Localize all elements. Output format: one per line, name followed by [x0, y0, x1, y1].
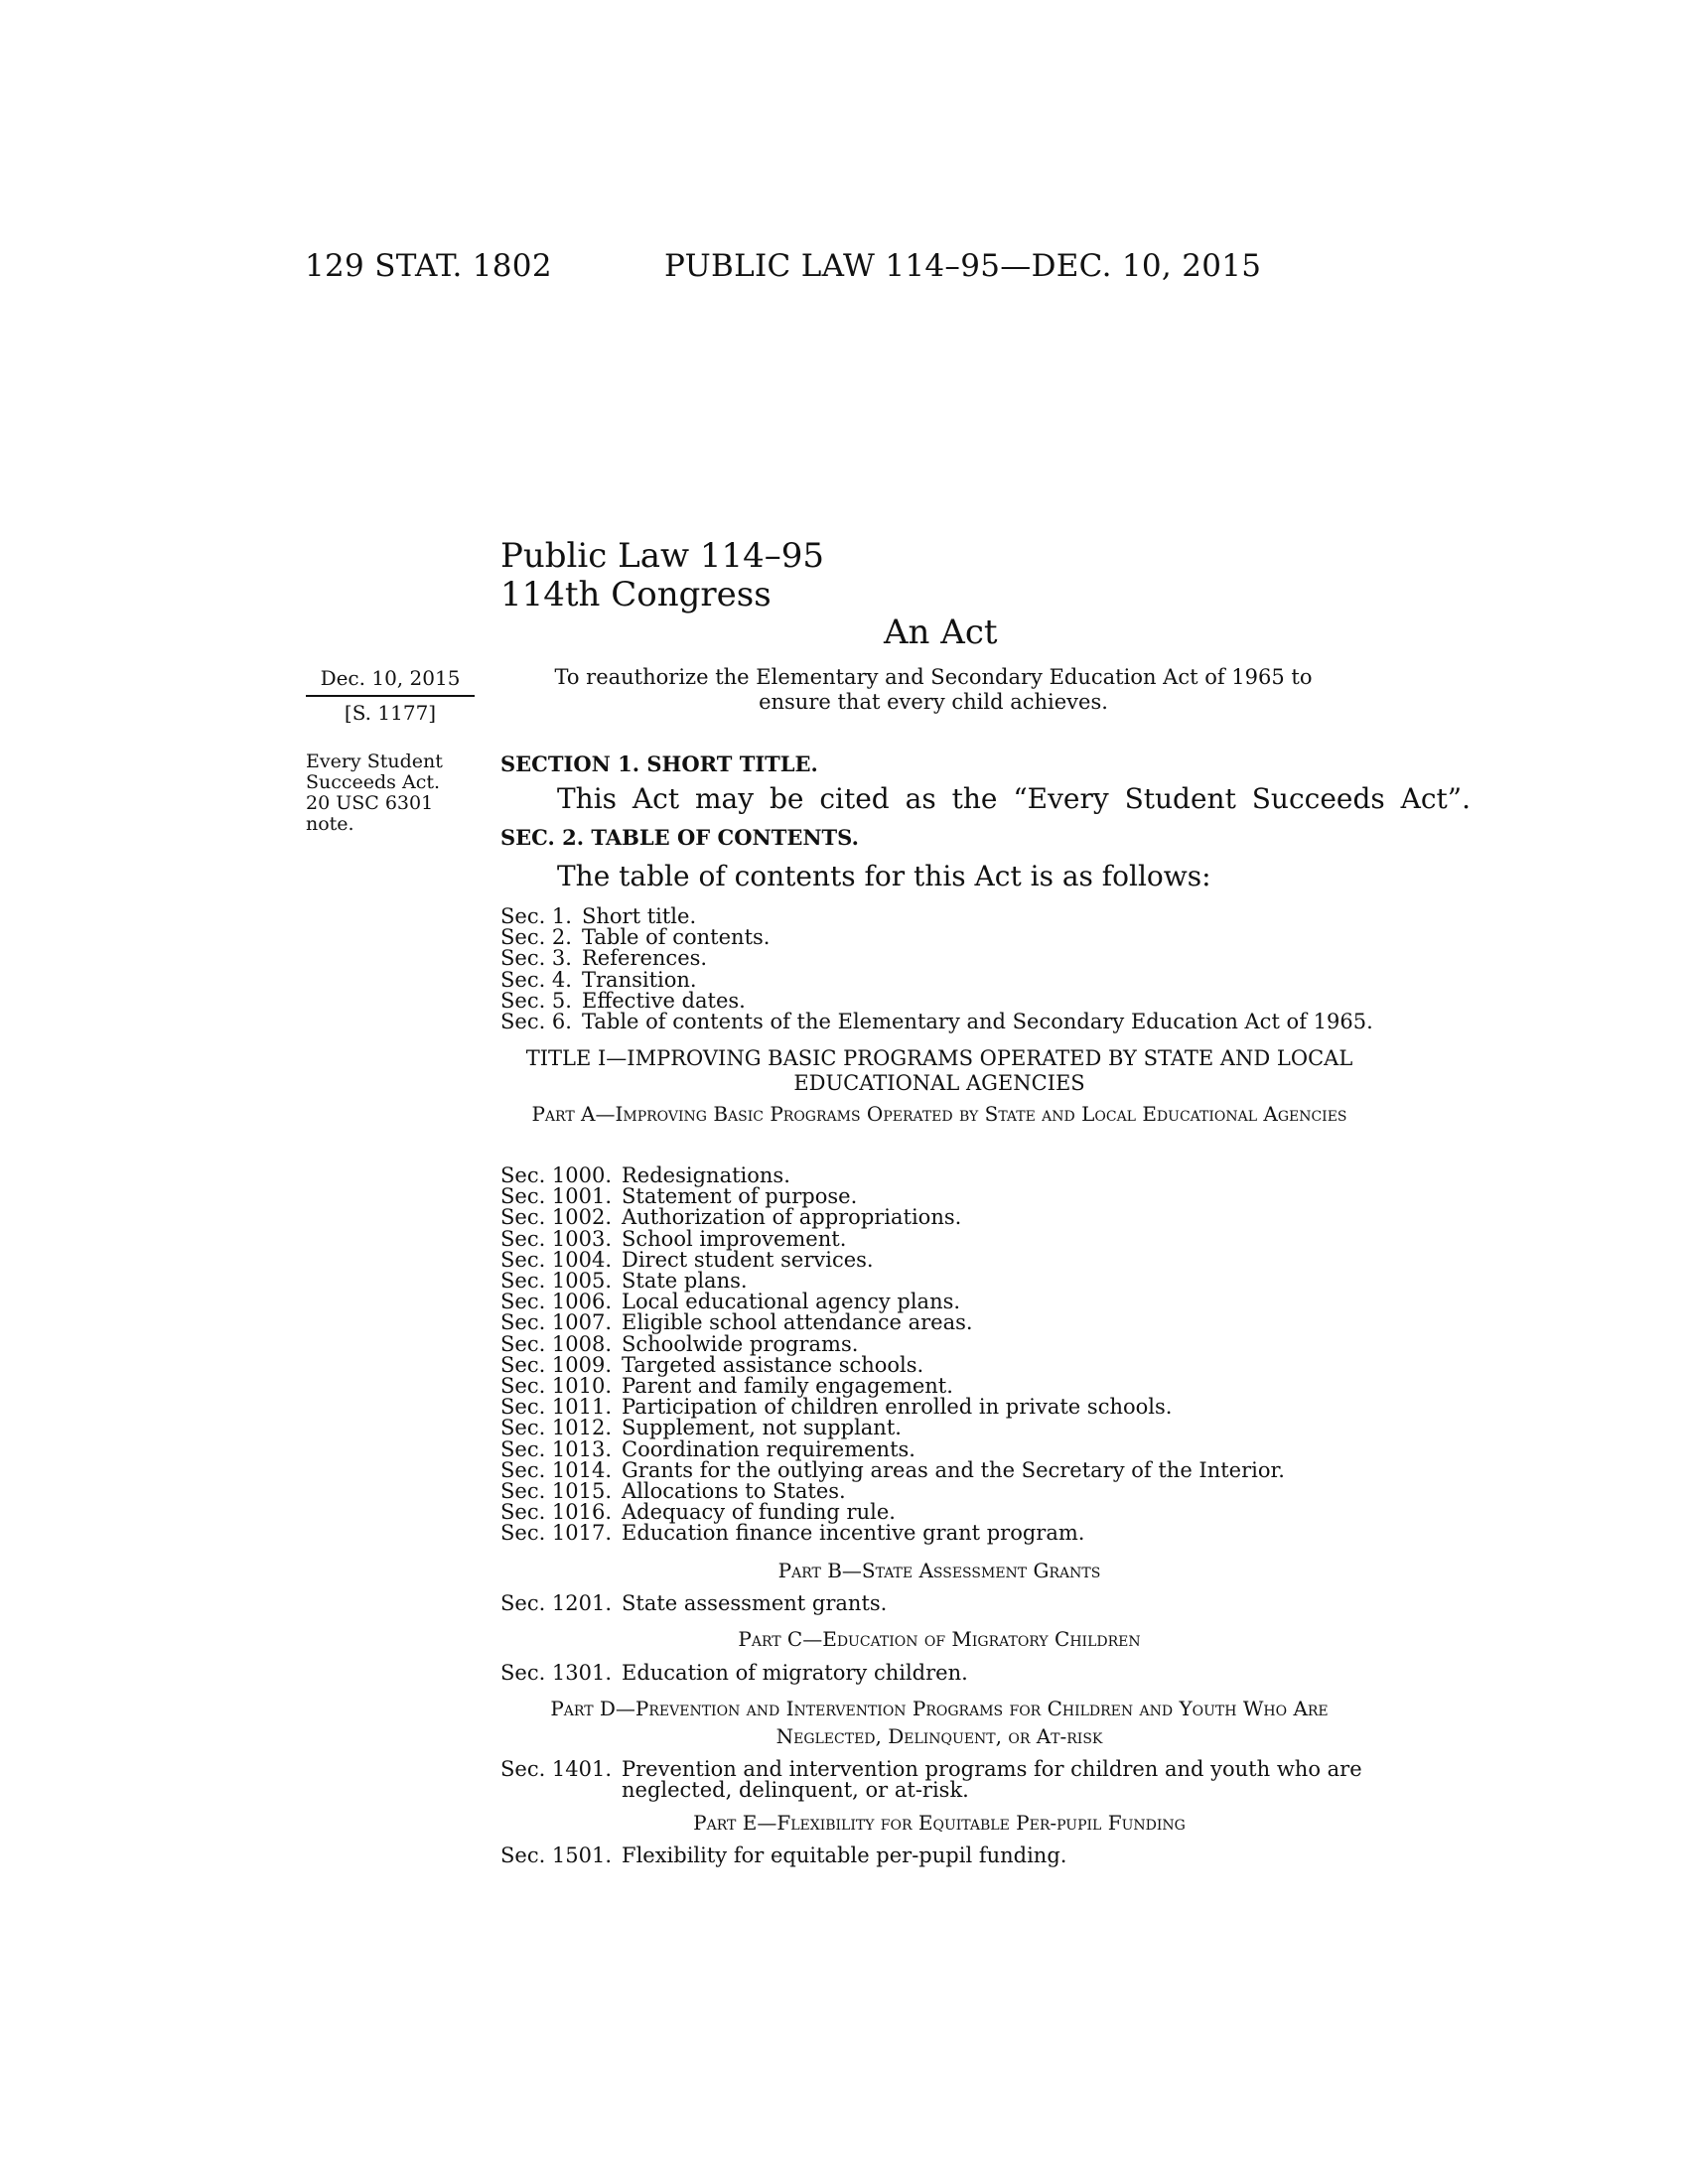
toc-entry-title: Short title.: [582, 904, 697, 928]
toc-general-list: [500, 906, 1394, 1032]
toc-entry-number: Sec. 1010.: [500, 1374, 613, 1399]
toc-entry: [500, 1012, 1394, 1032]
margin-date: Dec. 10, 2015: [306, 666, 475, 697]
toc-part-c-list: [500, 1663, 1394, 1684]
toc-entry-number: Sec. 1013.: [500, 1436, 613, 1461]
toc-part-d-list: [500, 1759, 1394, 1801]
toc-part-e-list: [500, 1845, 1394, 1866]
toc-entry-number: Sec. 1501.: [500, 1843, 613, 1867]
toc-entry: [500, 1593, 1394, 1614]
title-i-heading: TITLE I—IMPROVING BASIC PROGRAMS OPERATED BY STATE AND LOCAL EDUCATIONAL AGENCIES: [525, 1046, 1353, 1095]
toc-entry: [500, 1207, 1394, 1228]
toc-entry: [500, 948, 1394, 969]
toc-entry-title: Adequacy of funding rule.: [622, 1500, 896, 1525]
toc-entry-title: School improvement.: [622, 1226, 847, 1251]
toc-entry-title: References.: [582, 946, 708, 971]
toc-entry-number: Sec. 6.: [500, 1010, 572, 1034]
section-2-text: The table of contents for this Act is as follows:: [557, 860, 1211, 892]
toc-entry: [500, 1481, 1394, 1502]
toc-entry: [500, 1331, 1394, 1356]
toc-entry: [500, 1376, 1394, 1397]
toc-entry-title: Participation of children enrolled in private schools.: [622, 1395, 1173, 1420]
toc-entry-number: Sec. 5.: [500, 988, 572, 1013]
toc-entry: [500, 1845, 1394, 1866]
toc-entry: [500, 1502, 1394, 1523]
section-1-heading: SECTION 1. SHORT TITLE.: [500, 751, 818, 776]
toc-entry: [500, 1165, 1394, 1186]
toc-entry: [500, 1436, 1394, 1461]
toc-entry-number: Sec. 2.: [500, 925, 572, 950]
toc-entry-title: Redesignations.: [622, 1163, 790, 1187]
toc-entry-title: Targeted assistance schools.: [622, 1352, 924, 1377]
toc-entry: [500, 906, 1394, 927]
toc-entry-number: Sec. 1011.: [500, 1395, 613, 1420]
toc-entry: [500, 1271, 1394, 1292]
toc-entry-title: Effective dates.: [582, 988, 746, 1013]
toc-entry: [500, 1186, 1394, 1207]
toc-entry-number: Sec. 4.: [500, 967, 572, 992]
running-header-law: PUBLIC LAW 114–95—DEC. 10, 2015: [664, 248, 1262, 284]
toc-entry-title: Local educational agency plans.: [622, 1290, 961, 1314]
margin-note: Every Student Succeeds Act. 20 USC 6301 note.: [306, 751, 443, 835]
margin-bill-number: [S. 1177]: [344, 701, 437, 725]
toc-entry-title: Education finance incentive grant program.: [622, 1521, 1085, 1546]
toc-entry-number: Sec. 1009.: [500, 1352, 613, 1377]
toc-entry-title: Education of migratory children.: [622, 1661, 968, 1685]
toc-entry-number: Sec. 1007.: [500, 1310, 613, 1335]
toc-entry-title: Direct student services.: [622, 1247, 874, 1272]
toc-entry-number: Sec. 1012.: [500, 1416, 613, 1440]
part-c-heading: Part C—Education of Migratory Children: [738, 1627, 1141, 1651]
toc-entry-number: Sec. 1006.: [500, 1290, 613, 1314]
toc-entry-title: State plans.: [622, 1269, 748, 1294]
toc-entry-number: Sec. 1005.: [500, 1269, 613, 1294]
toc-entry-title: Eligible school attendance areas.: [622, 1310, 973, 1335]
toc-part-b-list: [500, 1593, 1394, 1614]
toc-entry-number: Sec. 1015.: [500, 1479, 613, 1504]
part-d-heading: Part D—Prevention and Intervention Programs for Children and Youth Who Are Neglected, Delinquent, or At-risk: [550, 1697, 1329, 1748]
toc-entry: [500, 1247, 1394, 1272]
toc-entry-number: Sec. 1014.: [500, 1457, 613, 1482]
toc-entry-title: Transition.: [582, 967, 697, 992]
toc-entry-title: Prevention and intervention programs for children and youth who are neglected, delinquent, or at-risk.: [622, 1757, 1362, 1803]
part-b-heading: Part B—State Assessment Grants: [777, 1559, 1101, 1582]
section-1-text: This Act may be cited as the “Every Student Succeeds Act”.: [557, 782, 1472, 815]
toc-entry-title: Schoolwide programs.: [622, 1331, 859, 1356]
toc-entry-number: Sec. 3.: [500, 946, 572, 971]
public-law-number: Public Law 114–95: [500, 536, 825, 576]
toc-entry-title: Grants for the outlying areas and the Secretary of the Interior.: [622, 1457, 1285, 1482]
toc-entry-number: Sec. 1002.: [500, 1205, 613, 1230]
toc-entry: [500, 1292, 1394, 1312]
toc-entry: [500, 1457, 1394, 1482]
stat-page-reference: 129 STAT. 1802: [305, 248, 552, 284]
toc-entry-title: Allocations to States.: [622, 1479, 846, 1504]
toc-entry-title: Authorization of appropriations.: [622, 1205, 962, 1230]
toc-entry-number: Sec. 1016.: [500, 1500, 613, 1525]
part-e-heading: Part E—Flexibility for Equitable Per-pupil Funding: [693, 1811, 1186, 1835]
toc-entry: [500, 1312, 1394, 1333]
toc-entry: [500, 1759, 1394, 1801]
toc-entry: [500, 1352, 1394, 1377]
toc-entry: [500, 1418, 1394, 1438]
toc-entry-number: Sec. 1017.: [500, 1521, 613, 1546]
toc-entry-number: Sec. 1004.: [500, 1247, 613, 1272]
toc-entry-title: Table of contents.: [582, 925, 771, 950]
toc-entry-title: Statement of purpose.: [622, 1184, 858, 1209]
toc-entry-number: Sec. 1.: [500, 904, 572, 928]
toc-entry-number: Sec. 1008.: [500, 1331, 613, 1356]
toc-entry: [500, 988, 1394, 1013]
toc-entry: [500, 1397, 1394, 1418]
act-purpose: To reauthorize the Elementary and Secondary Education Act of 1965 to ensure that every child achieves.: [554, 665, 1313, 714]
toc-entry: [500, 1226, 1394, 1251]
act-heading: An Act: [884, 613, 998, 652]
toc-entry: [500, 1663, 1394, 1684]
toc-entry-number: Sec. 1201.: [500, 1591, 613, 1615]
toc-entry-number: Sec. 1000.: [500, 1163, 613, 1187]
section-2-heading: SEC. 2. TABLE OF CONTENTS.: [500, 825, 859, 850]
toc-entry-title: Flexibility for equitable per-pupil funding.: [622, 1843, 1067, 1867]
toc-entry-number: Sec. 1003.: [500, 1226, 613, 1251]
toc-entry-number: Sec. 1401.: [500, 1757, 613, 1781]
toc-part-a-list: [500, 1165, 1394, 1545]
toc-entry-number: Sec. 1301.: [500, 1661, 613, 1685]
toc-entry: [500, 1523, 1394, 1544]
toc-entry-title: Coordination requirements.: [622, 1436, 915, 1461]
toc-entry-title: State assessment grants.: [622, 1591, 888, 1615]
toc-entry-number: Sec. 1001.: [500, 1184, 613, 1209]
toc-entry-title: Table of contents of the Elementary and Secondary Education Act of 1965.: [582, 1010, 1373, 1034]
toc-entry-title: Supplement, not supplant.: [622, 1416, 902, 1440]
congress-label: 114th Congress: [500, 575, 772, 614]
toc-entry: [500, 967, 1394, 992]
toc-entry-title: Parent and family engagement.: [622, 1374, 953, 1399]
toc-entry: [500, 927, 1394, 948]
part-a-heading: Part A—Improving Basic Programs Operated by State and Local Educational Agencies: [531, 1102, 1347, 1126]
